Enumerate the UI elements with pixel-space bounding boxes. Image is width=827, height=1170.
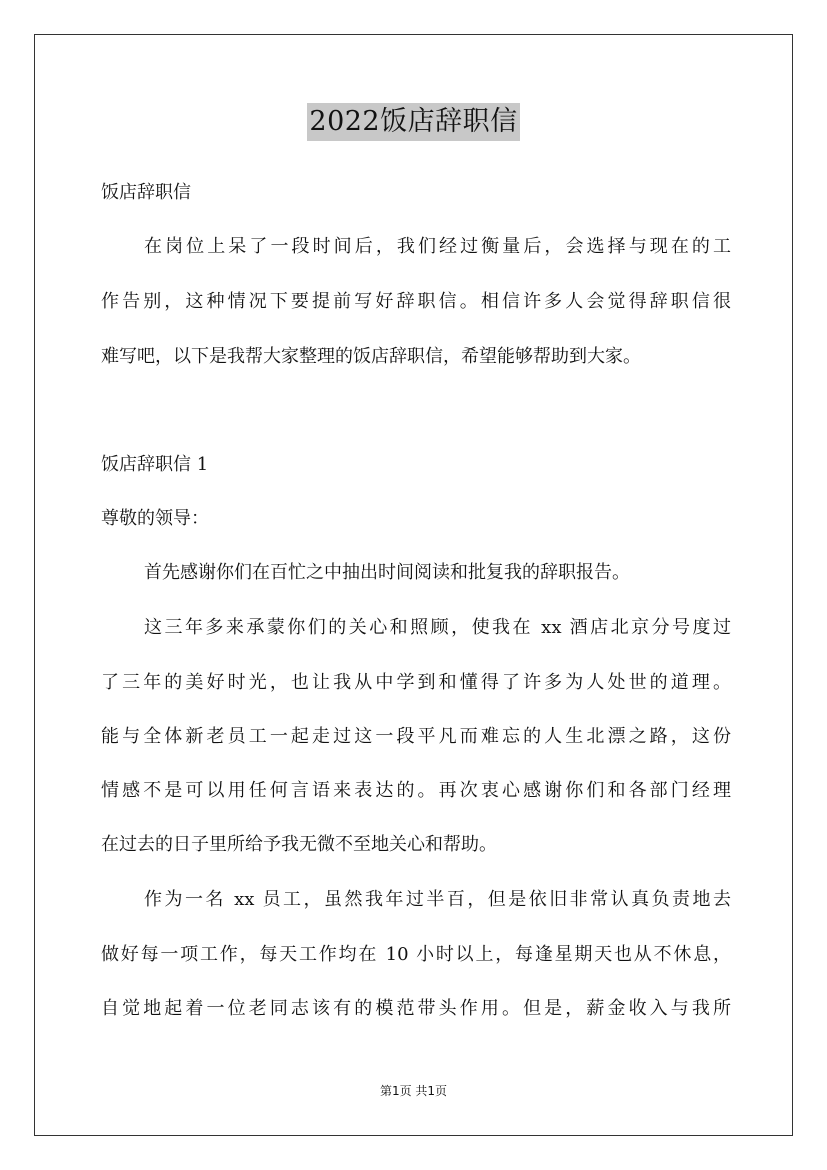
paragraph-line: 这三年多来承蒙你们的关心和照顾，使我在 xx 酒店北京分号度过 — [144, 617, 731, 638]
paragraph-line: 能与全体新老员工一起走过这一段平凡而难忘的人生北漂之路，这份 — [101, 726, 731, 747]
paragraph-line: 难写吧，以下是我帮大家整理的饭店辞职信，希望能够帮助到大家。 — [101, 346, 641, 367]
paragraph-line: 在过去的日子里所给予我无微不至地关心和帮助。 — [101, 834, 497, 855]
paragraph-line: 了三年的美好时光，也让我从中学到和懂得了许多为人处世的道理。 — [101, 672, 731, 693]
document-title: 2022饭店辞职信 — [307, 103, 519, 141]
paragraph-line: 在岗位上呆了一段时间后，我们经过衡量后，会选择与现在的工 — [144, 236, 731, 257]
paragraph-line: 自觉地起着一位老同志该有的模范带头作用。但是，薪金收入与我所 — [101, 998, 731, 1019]
title-wrapper — [0, 103, 827, 141]
section-heading: 饭店辞职信 — [101, 182, 191, 203]
paragraph-line: 作为一名 xx 员工，虽然我年过半百，但是依旧非常认真负责地去 — [144, 889, 731, 910]
salutation: 尊敬的领导： — [101, 508, 209, 529]
letter-heading: 饭店辞职信 1 — [101, 454, 209, 475]
paragraph-line: 做好每一项工作，每天工作均在 10 小时以上，每逢星期天也从不休息， — [101, 944, 731, 965]
paragraph-line: 情感不是可以用任何言语来表达的。再次衷心感谢你们和各部门经理 — [101, 780, 731, 801]
paragraph-line: 首先感谢你们在百忙之中抽出时间阅读和批复我的辞职报告。 — [144, 562, 630, 583]
page-footer: 第1页 共1页 — [379, 1084, 448, 1098]
paragraph-line: 作告别，这种情况下要提前写好辞职信。相信许多人会觉得辞职信很 — [101, 291, 731, 312]
